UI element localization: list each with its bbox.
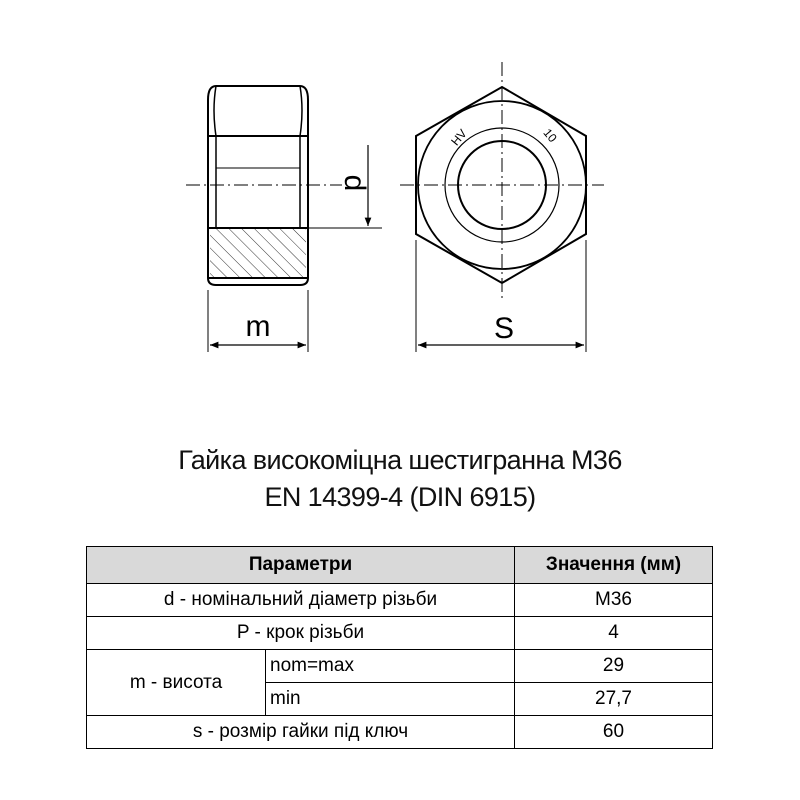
value-cell: 27,7 xyxy=(515,683,713,716)
subparam-cell: nom=max xyxy=(266,650,515,683)
marking-hv: HV xyxy=(448,126,470,149)
table-row xyxy=(87,716,713,749)
table-row xyxy=(87,617,713,650)
value-cell: 4 xyxy=(515,617,713,650)
dim-label-d: d xyxy=(338,174,371,192)
nut-front-view xyxy=(400,62,604,352)
value-cell: 60 xyxy=(515,716,713,749)
value-cell: М36 xyxy=(515,584,713,617)
dim-label-m: m xyxy=(245,310,271,343)
dim-label-s: S xyxy=(493,312,515,345)
header-parameters: Параметри xyxy=(87,547,515,584)
header-values: Значення (мм) xyxy=(515,547,713,584)
subparam-cell: min xyxy=(266,683,515,716)
product-standard: EN 14399-4 (DIN 6915) xyxy=(264,482,536,512)
table-header-row xyxy=(87,547,713,584)
table-row xyxy=(87,584,713,617)
nut-side-view xyxy=(186,86,382,352)
marking-10: 10 xyxy=(540,125,560,146)
spec-table xyxy=(86,546,713,749)
product-title: Гайка високоміцна шестигранна М36 xyxy=(178,445,622,475)
param-cell: m - висота xyxy=(87,650,266,716)
param-cell: d - номінальний діаметр різьби xyxy=(87,584,515,617)
param-cell: s - розмір гайки під ключ xyxy=(87,716,515,749)
value-cell: 29 xyxy=(515,650,713,683)
table-row xyxy=(87,650,713,683)
param-cell: P - крок різьби xyxy=(87,617,515,650)
